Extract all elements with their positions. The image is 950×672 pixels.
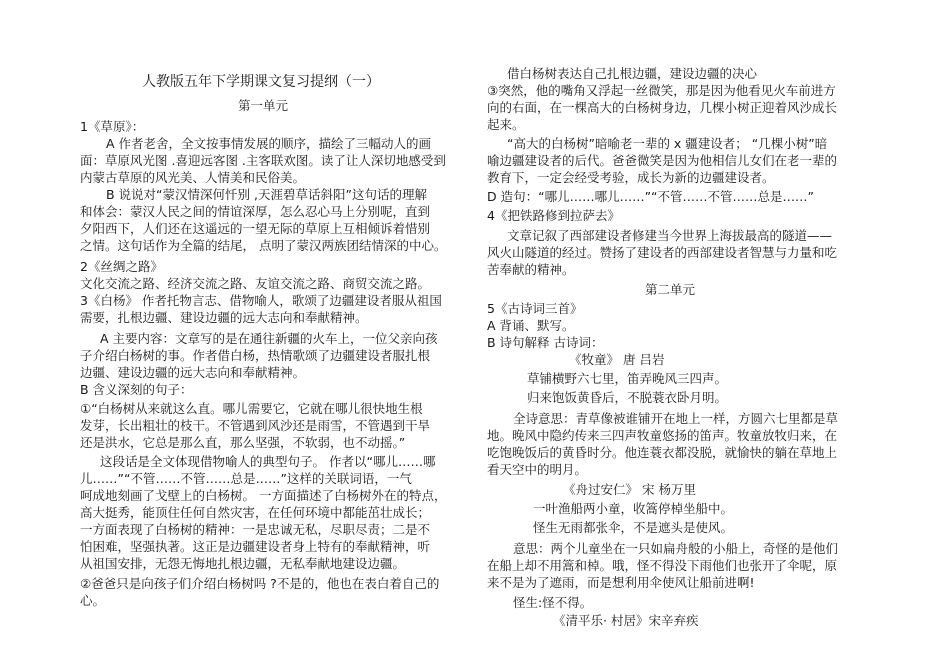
text-line: 儿……”“不管……不管……总是……”这样的关联词语，一气 [80, 471, 412, 486]
text-line: ①“白杨树从来就这么直。哪儿需要它，它就在哪儿很快地生根 [80, 401, 423, 416]
text-line: B 诗句解释 古诗词： [487, 335, 604, 350]
text-line: 面：草原风光图 .喜迎远客图 .主客联欢图。读了让人深切地感受到 [80, 153, 446, 168]
text-line: 5《古诗词三首》 [487, 301, 583, 316]
text-line: 心。 [80, 593, 106, 608]
text-line: 边疆、建设边疆的远大志向和奉献精神。 [80, 365, 306, 380]
text-line: 文章记叙了西部建设者修建当今世界上海拔最高的隧道—— [507, 228, 833, 243]
text-line: 全诗意思：青草像被谁铺开在地上一样，方圆六七里都是草 [513, 411, 839, 426]
text-line: 内蒙古草原的风光美、人情美和民俗美。 [80, 170, 306, 185]
text-line: 吃饱晚饭后的黄昏时分。他连蓑衣都没脱，就愉快的躺在草地上 [487, 445, 838, 460]
text-line: 需要，扎根边疆、建设边疆的远大志向和奉献精神。 [80, 310, 368, 325]
text-line: 起来。 [487, 117, 525, 132]
text-line: 第二单元 [645, 282, 696, 297]
text-line: 《牧童》 唐 吕岩 [569, 352, 665, 367]
text-line: 草铺横野六七里，笛弄晚风三四声。 [527, 371, 728, 386]
text-line: 子介绍白杨树的事。作者借白杨，热情歌颂了边疆建设者服扎根 [80, 348, 431, 363]
text-line: 地。晚风中隐约传来三四声牧童悠扬的笛声。牧童放牧归来，在 [487, 428, 838, 443]
text-line: 还是洪水，它总是那么直，那么坚强，不软弱，也不动摇。” [80, 435, 406, 450]
text-line: 借白杨树表达自己扎根边疆，建设边疆的决心 [507, 66, 758, 81]
text-line: A 背诵、默写。 [487, 318, 575, 333]
text-line: 3《白杨》 作者托物言志、借物喻人，歌颂了边疆建设者服从祖国 [80, 293, 442, 308]
text-line: 第一单元 [238, 98, 289, 113]
text-line: 1《草原》： [80, 119, 145, 134]
text-line: 归来饱饭黄昏后，不脱蓑衣卧月明。 [527, 390, 728, 405]
text-line: 怕困难，坚强执著。这正是边疆建设者身上特有的奉献精神，听 [80, 539, 431, 554]
text-line: 意思：两个儿童坐在一只如扁舟般的小船上，奇怪的是他们 [513, 541, 839, 556]
text-line: 夕阳西下，人们还在这遥远的一望无际的草原上互相倾诉着惜别 [80, 221, 431, 236]
text-line: 一叶渔船两小童，收篙停棹坐船中。 [533, 501, 734, 516]
text-line: 来不是为了遮雨，而是想利用伞使风让船前进啊! [487, 575, 755, 590]
text-line: 《清平乐· 村居》宋辛弃疾 [553, 613, 699, 628]
text-line: B 说说对“蒙汉情深何忏别 ,天涯碧草话斜阳”这句话的理解 [106, 187, 427, 202]
text-line: A 主要内容：文章写的是在通往新疆的火车上，一位父亲向孩 [100, 331, 438, 346]
text-line: 发芽，长出粗壮的枝干。不管遇到风沙还是雨雪，不管遇到干旱 [80, 418, 431, 433]
text-line: B 含义深刻的句子： [80, 382, 193, 397]
text-line: 文化交流之路、经济交流之路、友谊交流之路、商贸交流之路。 [80, 276, 431, 291]
text-line: 怪生:怪不得。 [513, 595, 593, 610]
text-line: 向的右面，在一棵高大的白杨树身边，几棵小树正迎着风沙成长 [487, 100, 838, 115]
text-line: 一方面表现了白杨树的精神：一是忠诚无私，尽职尽责；二是不 [80, 522, 431, 537]
text-line: 2《丝绸之路》 [80, 259, 163, 274]
text-line: “高大的白杨树”暗喻老一辈的 x 疆建设者； “几棵小树”暗 [507, 136, 828, 151]
text-line: D 造句：“哪儿……哪儿……”“不管……不管……总是……” [487, 189, 815, 204]
text-line: 怪生无雨都张伞，不是遮头是使风。 [533, 520, 734, 535]
text-line: 喻边疆建设者的后代。爸爸微笑是因为他相信儿女们在老一辈的 [487, 153, 838, 168]
text-line: 看天空中的明月。 [487, 462, 588, 477]
text-line: 之情。这句话作为全篇的结尾， 点明了蒙汉两族团结情深的中心。 [80, 238, 447, 253]
text-line: 风火山隧道的经过。赞扬了建设者的西部建设者智慧与力量和吃 [487, 245, 838, 260]
text-line: 在船上却不用篙和棹。哦，怪不得没下雨他们也张开了伞呢，原 [487, 558, 838, 573]
text-line: 苦奉献的精神。 [487, 262, 575, 277]
text-line: ③突然，他的嘴角又浮起一丝微笑，那是因为他看见火车前进方 [487, 83, 836, 98]
document-title: 人教版五年下学期课文复习提纲（一） [142, 74, 380, 90]
text-line: 从祖国安排，无怨无悔地扎根边疆，无私奉献地建设边疆。 [80, 556, 406, 571]
text-line: 《舟过安仁》 宋 杨万里 [563, 482, 696, 497]
text-line: ②爸爸只是向孩子们介绍白杨树吗 ?不是的，他也在表白着自己的 [80, 576, 440, 591]
text-line: 4《把铁路修到拉萨去》 [487, 208, 620, 223]
text-line: 和体会：蒙汉人民之间的情谊深厚，怎么忍心马上分别呢，直到 [80, 204, 431, 219]
text-line: 呵成地刻画了戈壁上的白杨树。 一方面描述了白杨树外在的特点， [80, 488, 447, 503]
text-line: 教育下，一定会经受考验，成长为新的边疆建设者。 [487, 170, 775, 185]
text-line: 这段话是全文体现借物喻人的典型句子。 作者以“哪儿……哪 [100, 454, 436, 469]
text-line: A 作者老舍，全文按事情发展的顺序，描绘了三幅动人的画 [106, 136, 432, 151]
text-line: 高大挺秀，能顶住任何自然灾害，在任何环境中都能茁壮成长； [80, 505, 431, 520]
